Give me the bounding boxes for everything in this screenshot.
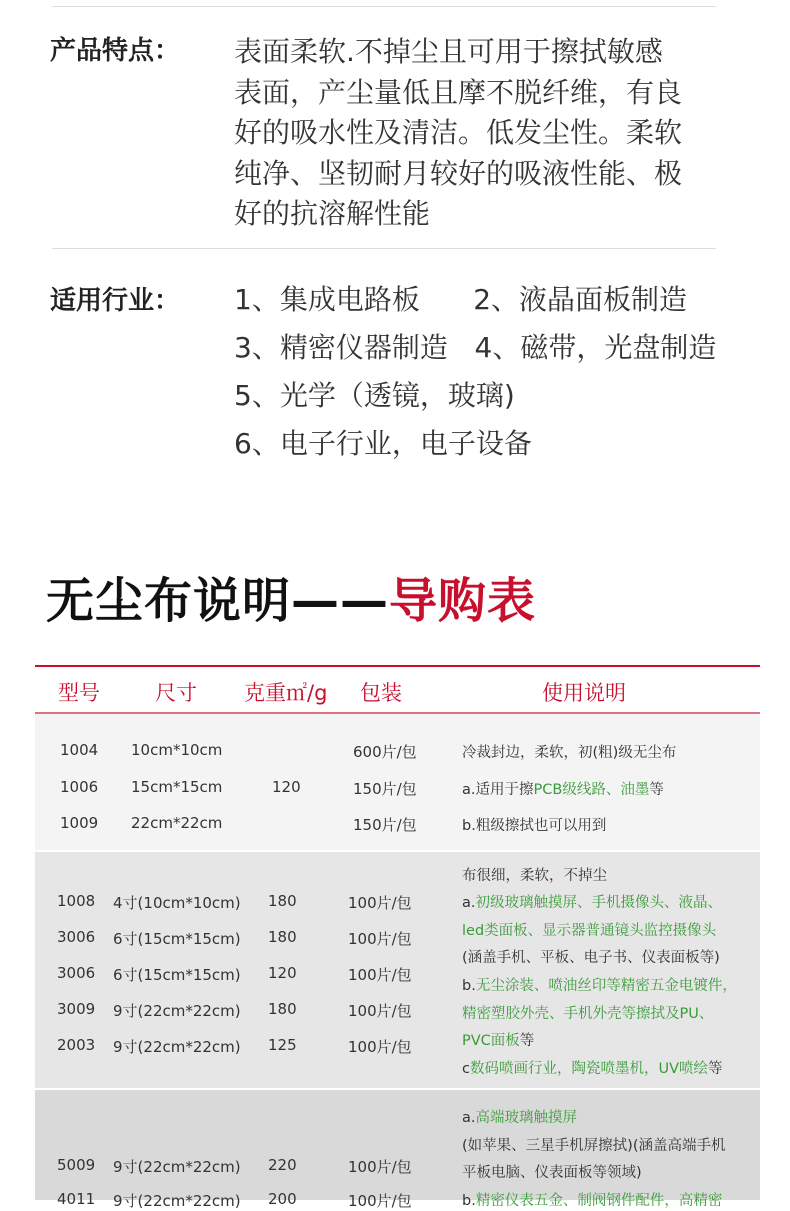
usage-note-text: a.适用于擦 — [462, 782, 534, 798]
cell-pack: 100片/包 — [348, 930, 412, 948]
cell-weight: 125 — [268, 1036, 297, 1054]
cell-model: 3009 — [57, 1000, 96, 1018]
cell-pack: 150片/包 — [353, 816, 417, 834]
usage-note — [462, 974, 737, 995]
section-title-main: 无尘布说明—— — [46, 573, 390, 629]
cell-pack: 100片/包 — [348, 894, 412, 912]
features-line: 好的抗溶解性能 — [234, 197, 431, 230]
usage-note-highlight: 数码喷画行业，陶瓷喷墨机，UV喷绘 — [469, 1061, 709, 1077]
cell-pack: 150片/包 — [353, 780, 417, 798]
cell-model: 1004 — [60, 741, 99, 759]
table-top-border — [35, 665, 760, 667]
usage-note: 布很细，柔软，不掉尘 — [462, 868, 607, 884]
usage-note: b.粗级擦拭也可以用到 — [462, 818, 607, 834]
industries-line: 1、集成电路板 2、液晶面板制造 — [234, 283, 688, 316]
industries-line: 3、精密仪器制造 4、磁带，光盘制造 — [234, 331, 717, 364]
cell-weight: 180 — [268, 1000, 297, 1018]
features-line: 纯净、坚韧耐月较好的吸液性能、极 — [234, 157, 683, 190]
usage-note-highlight: 初级玻璃触摸屏、手机摄像头、液晶、 — [475, 895, 722, 911]
cell-model: 3006 — [57, 928, 96, 946]
cell-weight: 120 — [272, 778, 301, 796]
cell-size: 4寸(10cm*10cm) — [113, 894, 241, 912]
industries-line: 6、电子行业，电子设备 — [234, 427, 532, 460]
cell-weight: 180 — [268, 928, 297, 946]
cell-weight: 200 — [268, 1190, 297, 1208]
section-title — [46, 562, 536, 631]
cell-size: 6寸(15cm*15cm) — [113, 966, 241, 984]
divider-top — [52, 6, 716, 7]
usage-note — [462, 778, 664, 799]
usage-note: 平板电脑、仪表面板等领域) — [462, 1165, 642, 1181]
header-weight: 克重㎡/g — [244, 681, 328, 705]
cell-size: 9寸(22cm*22cm) — [113, 1158, 241, 1176]
cell-size: 9寸(22cm*22cm) — [113, 1038, 241, 1056]
usage-note: (如苹果、三星手机屏擦拭)(涵盖高端手机 — [462, 1138, 726, 1154]
cell-size: 9寸(22cm*22cm) — [113, 1002, 241, 1020]
usage-note-text: 等 — [649, 782, 664, 798]
usage-note — [462, 1057, 723, 1078]
usage-note-text: c — [462, 1061, 470, 1077]
cell-model: 5009 — [57, 1156, 96, 1174]
usage-note — [462, 1029, 534, 1050]
usage-note-highlight: 无尘涂装、喷油丝印等精密五金电镀件， — [475, 978, 737, 994]
usage-note-text: 等 — [708, 1061, 723, 1077]
cell-pack: 100片/包 — [348, 1158, 412, 1176]
features-line: 表面，产尘量低且摩不脱纤维，有良 — [234, 76, 683, 109]
cell-size: 9寸(22cm*22cm) — [113, 1192, 241, 1210]
usage-note-text: b. — [462, 978, 476, 994]
cell-model: 1008 — [57, 892, 96, 910]
usage-note-highlight: led类面板、显示器普通镜头监控摄像头 — [462, 923, 717, 939]
cell-size: 6寸(15cm*15cm) — [113, 930, 241, 948]
cell-pack: 100片/包 — [348, 1002, 412, 1020]
divider-mid — [52, 248, 716, 249]
features-label: 产品特点： — [50, 36, 181, 66]
features-line: 表面柔软.不掉尘且可用于擦拭敏感 — [234, 35, 663, 68]
cell-model: 1009 — [60, 814, 99, 832]
usage-note-highlight: 精密仪表五金、制阀钢件配件，高精密 — [475, 1193, 723, 1209]
industries-label: 适用行业： — [50, 286, 181, 316]
header-pack: 包装 — [360, 681, 402, 705]
header-usage: 使用说明 — [542, 681, 626, 705]
header-size: 尺寸 — [155, 681, 197, 705]
usage-note: (涵盖手机、平板、电子书、仪表面板等) — [462, 950, 720, 966]
usage-note-text: 等 — [519, 1033, 535, 1049]
usage-note-highlight: PVC面板 — [462, 1033, 520, 1049]
usage-note — [462, 891, 722, 912]
cell-pack: 100片/包 — [348, 1192, 412, 1210]
cell-pack: 100片/包 — [348, 966, 412, 984]
usage-note-highlight: 高端玻璃触摸屏 — [475, 1110, 577, 1126]
cell-weight: 180 — [268, 892, 297, 910]
cell-model: 3006 — [57, 964, 96, 982]
cell-model: 4011 — [57, 1190, 96, 1208]
usage-note — [462, 1106, 577, 1127]
section-title-accent: 导购表 — [389, 573, 537, 629]
cell-size: 10cm*10cm — [131, 741, 223, 759]
features-line: 好的吸水性及清洁。低发尘性。柔软 — [234, 116, 683, 149]
cell-weight: 120 — [268, 964, 297, 982]
usage-note-text: a. — [462, 1110, 476, 1126]
cell-weight: 220 — [268, 1156, 297, 1174]
header-model: 型号 — [58, 681, 100, 705]
usage-note-text: b. — [462, 1193, 476, 1209]
cell-size: 15cm*15cm — [131, 778, 223, 796]
cell-pack: 600片/包 — [353, 743, 417, 761]
cell-size: 22cm*22cm — [131, 814, 223, 832]
usage-note-highlight: PCB级线路、油墨 — [533, 782, 650, 798]
industries-line: 5、光学（透镜，玻璃) — [234, 379, 515, 412]
cell-model: 2003 — [57, 1036, 96, 1054]
usage-note-text: a. — [462, 895, 476, 911]
usage-note-highlight: 精密塑胶外壳、手机外壳等擦拭及PU、 — [462, 1006, 714, 1022]
cell-model: 1006 — [60, 778, 99, 796]
cell-pack: 100片/包 — [348, 1038, 412, 1056]
usage-note: 冷裁封边，柔软，初(粗)级无尘布 — [462, 745, 677, 761]
